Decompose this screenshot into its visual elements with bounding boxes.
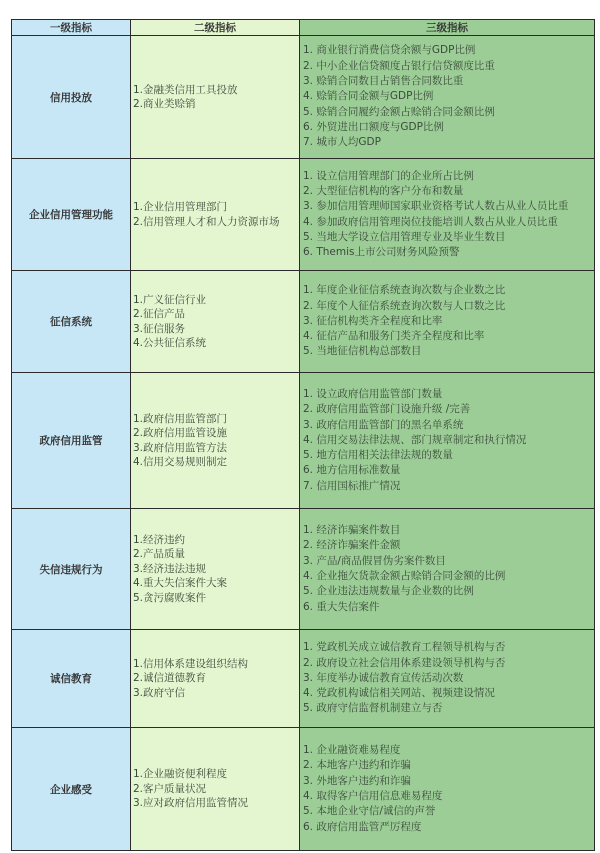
header-level1: 一级指标 <box>12 20 131 36</box>
level3-item: 3. 赊销合同数目占销售合同数比重 <box>303 75 464 88</box>
header-row <box>12 20 595 36</box>
indicator-table <box>11 19 595 851</box>
level2-cell <box>131 271 300 373</box>
table-row <box>12 509 595 630</box>
level3-cell <box>300 36 595 159</box>
level1-cell: 信用投放 <box>12 36 131 159</box>
level3-cell <box>300 509 595 630</box>
level1-cell: 征信系统 <box>12 271 131 373</box>
level2-item: 1.信用体系建设组织结构 <box>133 657 249 670</box>
level3-item: 2. 政府信用监管部门设施升级 /完善 <box>303 403 471 416</box>
level3-item: 4. 企业拖欠货款金额占赊销合同金额的比例 <box>303 570 506 582</box>
level3-item: 1. 年度企业征信系统查询次数与企业数之比 <box>303 284 506 297</box>
level1-cell: 企业感受 <box>12 728 131 851</box>
level2-item: 2.诚信道德教育 <box>133 672 207 685</box>
table-row <box>12 271 595 373</box>
level3-item: 5. 企业违法违规数量与企业数的比例 <box>303 585 474 598</box>
level3-cell <box>300 159 595 271</box>
level3-item: 1. 企业融资难易程度 <box>303 744 401 757</box>
level2-item: 1.广义征信行业 <box>133 293 207 306</box>
level3-item: 4. 信用交易法律法规、部门规章制定和执行情况 <box>303 433 527 446</box>
level2-item: 2.征信产品 <box>133 308 186 320</box>
level2-item: 1.经济违约 <box>133 533 186 546</box>
level3-item: 2. 年度个人征信系统查询次数与人口数之比 <box>303 299 506 312</box>
level2-item: 2.信用管理人才和人力资源市场 <box>133 215 280 228</box>
level2-item: 2.产品质量 <box>133 548 186 561</box>
table-row <box>12 728 595 851</box>
level3-cell <box>300 271 595 373</box>
level3-item: 5. 地方信用相关法律法规的数量 <box>303 449 453 462</box>
level3-item: 5. 政府守信监督机制建立与否 <box>303 702 443 715</box>
level3-item: 3. 产品/商品假冒伪劣案件数目 <box>303 554 446 567</box>
header-level2: 二级指标 <box>131 20 300 36</box>
level2-item: 1.企业信用管理部门 <box>133 201 228 213</box>
level3-item: 4. 赊销合同金额与GDP比例 <box>303 90 434 103</box>
level3-item: 3. 参加信用管理师国家职业资格考试人数占从业人员比重 <box>303 200 569 213</box>
level3-item: 3. 征信机构类齐全程度和比率 <box>303 314 443 327</box>
level3-item: 5. 当地大学设立信用管理专业及毕业生数目 <box>303 230 506 243</box>
level3-item: 1. 经济诈骗案件数目 <box>303 524 401 537</box>
level3-cell <box>300 630 595 728</box>
table-row <box>12 630 595 728</box>
level3-item: 2. 本地客户违约和诈骗 <box>303 759 411 772</box>
level3-item: 4. 党政机构诚信相关网站、视频建设情况 <box>303 687 495 700</box>
level3-item: 3. 政府信用监管部门的黑名单系统 <box>303 418 464 431</box>
level3-item: 3. 外地客户违约和诈骗 <box>303 774 411 787</box>
level1-cell: 失信违规行为 <box>12 509 131 630</box>
level3-item: 4. 征信产品和服务门类齐全程度和比率 <box>303 330 485 343</box>
level2-cell <box>131 373 300 509</box>
level2-item: 3.政府守信 <box>133 686 186 699</box>
table-row <box>12 36 595 159</box>
level3-item: 1. 设立信用管理部门的企业所占比例 <box>303 169 474 182</box>
header-level3: 三级指标 <box>300 20 595 36</box>
level3-item: 6. Themis上市公司财务风险预警 <box>303 246 460 259</box>
level2-item: 5.贪污腐败案件 <box>133 591 207 604</box>
level3-item: 5. 当地征信机构总部数目 <box>303 345 422 358</box>
level3-cell <box>300 373 595 509</box>
level2-cell <box>131 630 300 728</box>
level2-item: 1.政府信用监管部门 <box>133 412 228 425</box>
level2-cell <box>131 159 300 271</box>
level2-item: 4.公共征信系统 <box>133 337 207 349</box>
level1-cell: 政府信用监管 <box>12 373 131 509</box>
level3-item: 4. 参加政府信用管理岗位技能培训人数占从业人员比重 <box>303 215 558 228</box>
level1-cell: 企业信用管理功能 <box>12 159 131 271</box>
level3-item: 6. 地方信用标准数量 <box>303 464 401 477</box>
level3-item: 6. 外贸进出口额度与GDP比例 <box>303 120 444 133</box>
level3-cell <box>300 728 595 851</box>
level2-item: 2.客户质量状况 <box>133 782 207 795</box>
level2-cell <box>131 36 300 159</box>
level2-item: 4.重大失信案件大案 <box>133 577 228 590</box>
level3-item: 2. 大型征信机构的客户分布和数量 <box>303 184 464 197</box>
level2-item: 3.应对政府信用监管情况 <box>133 797 249 810</box>
level3-item: 7. 城市人均GDP <box>303 136 381 149</box>
level3-item: 2. 中小企业信贷额度占银行信贷额度比重 <box>303 59 495 72</box>
level2-item: 1.金融类信用工具投放 <box>133 83 238 96</box>
level2-item: 2.商业类赊销 <box>133 98 196 110</box>
level2-item: 3.经济违法违规 <box>133 562 207 575</box>
table-row <box>12 373 595 509</box>
level2-item: 2.政府信用监管设施 <box>133 427 228 439</box>
level3-item: 1. 商业银行消费信贷余额与GDP比例 <box>303 44 476 57</box>
level2-item: 4.信用交易规则制定 <box>133 456 228 468</box>
level3-item: 5. 赊销合同履约金额占赊销合同金额比例 <box>303 105 495 118</box>
level3-item: 6. 重大失信案件 <box>303 600 380 613</box>
level3-item: 1. 设立政府信用监管部门数量 <box>303 387 443 400</box>
level3-item: 2. 经济诈骗案件金额 <box>303 539 401 552</box>
level3-item: 5. 本地企业守信/诚信的声誉 <box>303 805 436 818</box>
level2-item: 3.征信服务 <box>133 322 186 335</box>
level2-cell <box>131 509 300 630</box>
level3-item: 2. 政府设立社会信用体系建设领导机构与否 <box>303 656 506 669</box>
level3-item: 1. 党政机关成立诚信教育工程领导机构与否 <box>303 641 506 654</box>
level1-cell: 诚信教育 <box>12 630 131 728</box>
level2-item: 3.政府信用监管方法 <box>133 441 228 454</box>
level3-item: 4. 取得客户信用信息难易程度 <box>303 790 443 802</box>
level3-item: 7. 信用国标推广情况 <box>303 479 401 492</box>
level2-item: 1.企业融资便利程度 <box>133 768 228 781</box>
level2-cell <box>131 728 300 851</box>
level3-item: 3. 年度举办诚信教育宣传活动次数 <box>303 671 464 684</box>
level3-item: 6. 政府信用监管严厉程度 <box>303 820 422 833</box>
table-row <box>12 159 595 271</box>
